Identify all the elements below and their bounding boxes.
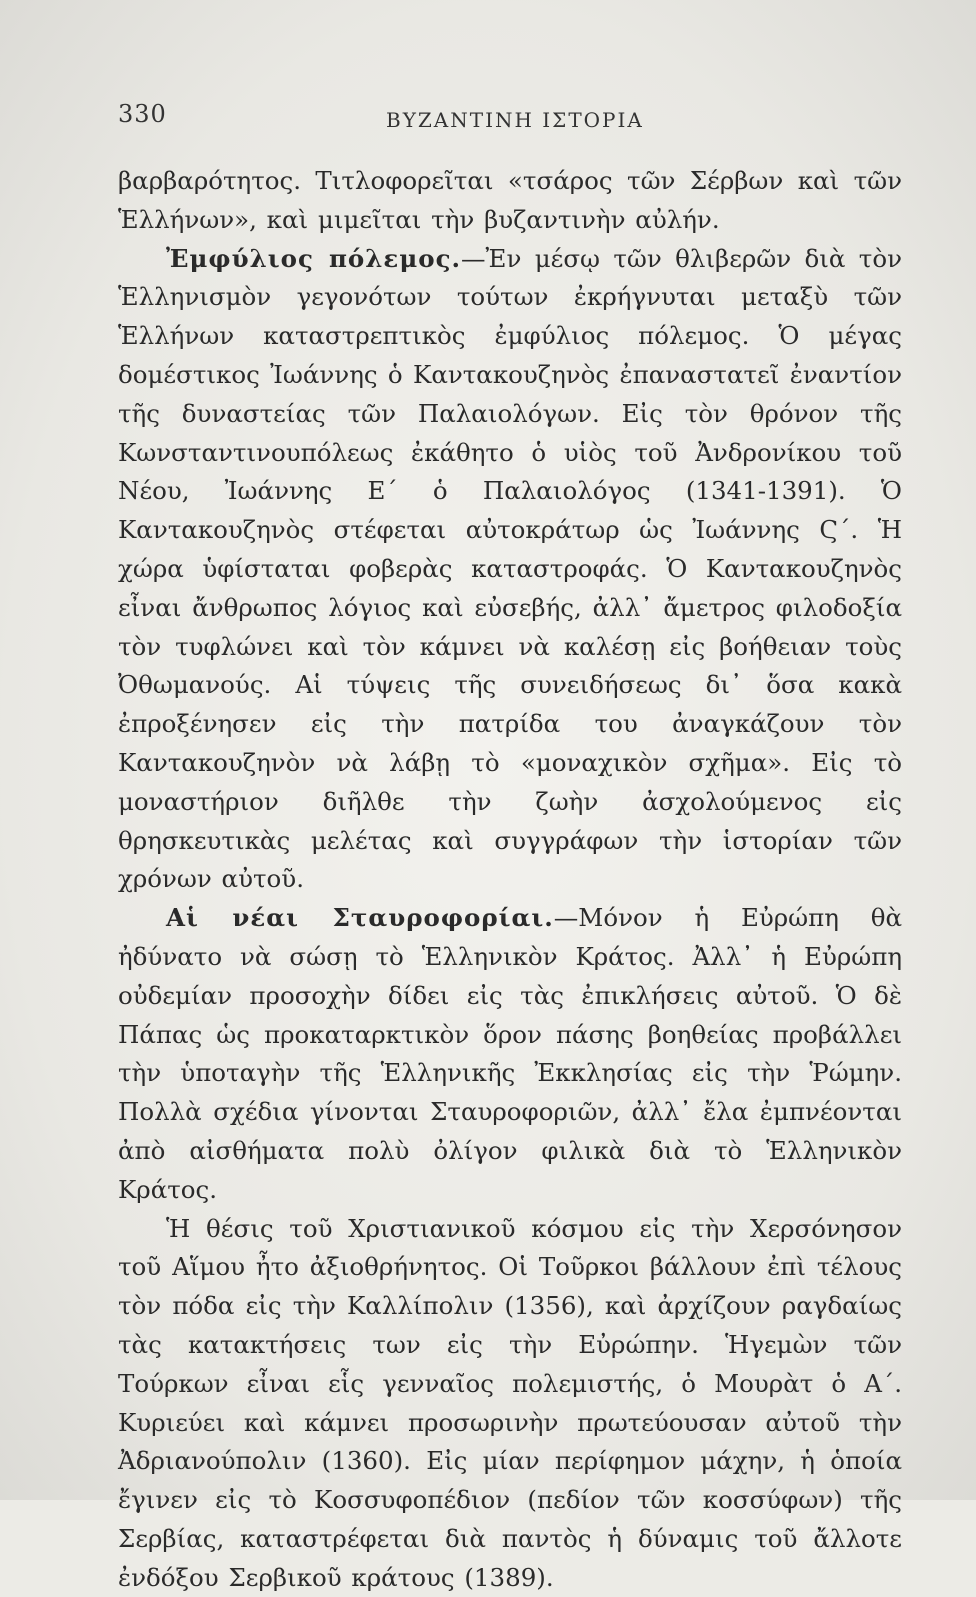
- paragraph-balkans-text: Ἡ θέσις τοῦ Χριστιανικοῦ κόσμου εἰς τὴν Χερσόνησον τοῦ Αἵμου ἦτο ἀξιοθρήνητος. Οἱ Τοῦρκοι βάλλουν ἐπὶ τέλους τὸν πόδα εἰς τὴν Καλλίπολιν (1356), καὶ ἀρχίζουν ραγδαίως τὰς κατακτήσεις των εἰς τὴν Εὐρώπην. Ἡγεμὼν τῶν Τούρκων εἶναι εἷς γενναῖος πολεμιστής, ὁ Μουρὰτ ὁ Α΄. Κυριεύει καὶ κάμνει προσωρινὴν πρωτεύουσαν αὐτοῦ τὴν Ἀδριανούπολιν (1360). Εἰς μίαν περίφημον μάχην, ἡ ὁποία ἔγινεν εἰς τὸ Κοσσυφοπέδιον (πεδίον τῶν κοσσύφων) τῆς Σερβίας, καταστρέφεται διὰ παντὸς ἡ δύναμις τοῦ ἄλλοτε ἐνδόξου Σερβικοῦ κράτους (1389).: [118, 1213, 902, 1592]
- paragraph-1: [118, 162, 902, 240]
- paragraph-civil-war: [118, 240, 902, 900]
- section-heading-civil-war: Ἐμφύλιος πόλεμος.: [166, 243, 462, 273]
- page-header: [118, 100, 898, 140]
- paragraph-civil-war-text: —Ἐν μέσῳ τῶν θλιβερῶν διὰ τὸν Ἑλληνισμὸν γεγονότων τούτων ἐκρήγνυται μεταξὺ τῶν Ἑλλήνων καταστρεπτικὸς ἐμφύλιος πόλεμος. Ὁ μέγας δομέστικος Ἰωάννης ὁ Καντακουζηνὸς ἐπαναστατεῖ ἐναντίον τῆς δυναστείας τῶν Παλαιολόγων. Εἰς τὸν θρόνον τῆς Κωνσταντινουπόλεως ἐκάθητο ὁ υἱὸς τοῦ Ἀνδρονίκου τοῦ Νέου, Ἰωάννης Ε΄ ὁ Παλαιολόγος (1341-1391). Ὁ Καντακουζηνὸς στέφεται αὐτοκράτωρ ὡς Ἰωάννης Ϛ΄. Ἡ χώρα ὑφίσταται φοβερὰς καταστροφάς. Ὁ Καντακουζηνὸς εἶναι ἄνθρωπος λόγιος καὶ εὐσεβής, ἀλλ᾽ ἄμετρος φιλοδοξία τὸν τυφλώνει καὶ τὸν κάμνει νὰ καλέσῃ εἰς βοήθειαν τοὺς Ὀθωμανούς. Αἱ τύψεις τῆς συνειδήσεως δι᾽ ὅσα κακὰ ἐπροξένησεν εἰς τὴν πατρίδα του ἀναγκάζουν τὸν Καντακουζηνὸν νὰ λάβῃ τὸ «μοναχικὸν σχῆμα». Εἰς τὸ μοναστήριον διῆλθε τὴν ζωὴν ἀσχολούμενος εἰς θρησκευτικὰς μελέτας καὶ συγγράφων τὴν ἱστορίαν τῶν χρόνων αὐτοῦ.: [118, 243, 903, 894]
- paragraph-crusades-text: —Μόνον ἡ Εὐρώπη θὰ ἠδύνατο νὰ σώσῃ τὸ Ἑλληνικὸν Κράτος. Ἀλλ᾽ ἡ Εὐρώπη οὐδεμίαν προσοχὴν δίδει εἰς τὰς ἐπικλήσεις αὐτοῦ. Ὁ δὲ Πάπας ὡς προκαταρκτικὸν ὅρον πάσης βοηθείας προβάλλει τὴν ὑποταγὴν τῆς Ἑλληνικῆς Ἐκκλησίας εἰς τὴν Ῥώμην. Πολλὰ σχέδια γίνονται Σταυροφοριῶν, ἀλλ᾽ ἔλα ἐμπνέονται ἀπὸ αἰσθήματα πολὺ ὀλίγον φιλικὰ διὰ τὸ Ἑλληνικὸν Κράτος.: [118, 903, 902, 1204]
- paragraph-crusades: [118, 899, 902, 1209]
- page-number: 330: [118, 100, 167, 128]
- section-heading-crusades: Αἱ νέαι Σταυροφορίαι.: [166, 903, 554, 933]
- paragraph-1-text: βαρβαρότητος. Τιτλοφορεῖται «τσάρος τῶν Σέρβων καὶ τῶν Ἑλλήνων», καὶ μιμεῖται τὴν βυζαντινὴν αὐλήν.: [118, 166, 902, 234]
- running-title: ΒΥΖΑΝΤΙΝΗ ΙΣΤΟΡΙΑ: [386, 108, 644, 132]
- paragraph-balkans: [118, 1210, 902, 1597]
- body-text: [118, 162, 902, 1597]
